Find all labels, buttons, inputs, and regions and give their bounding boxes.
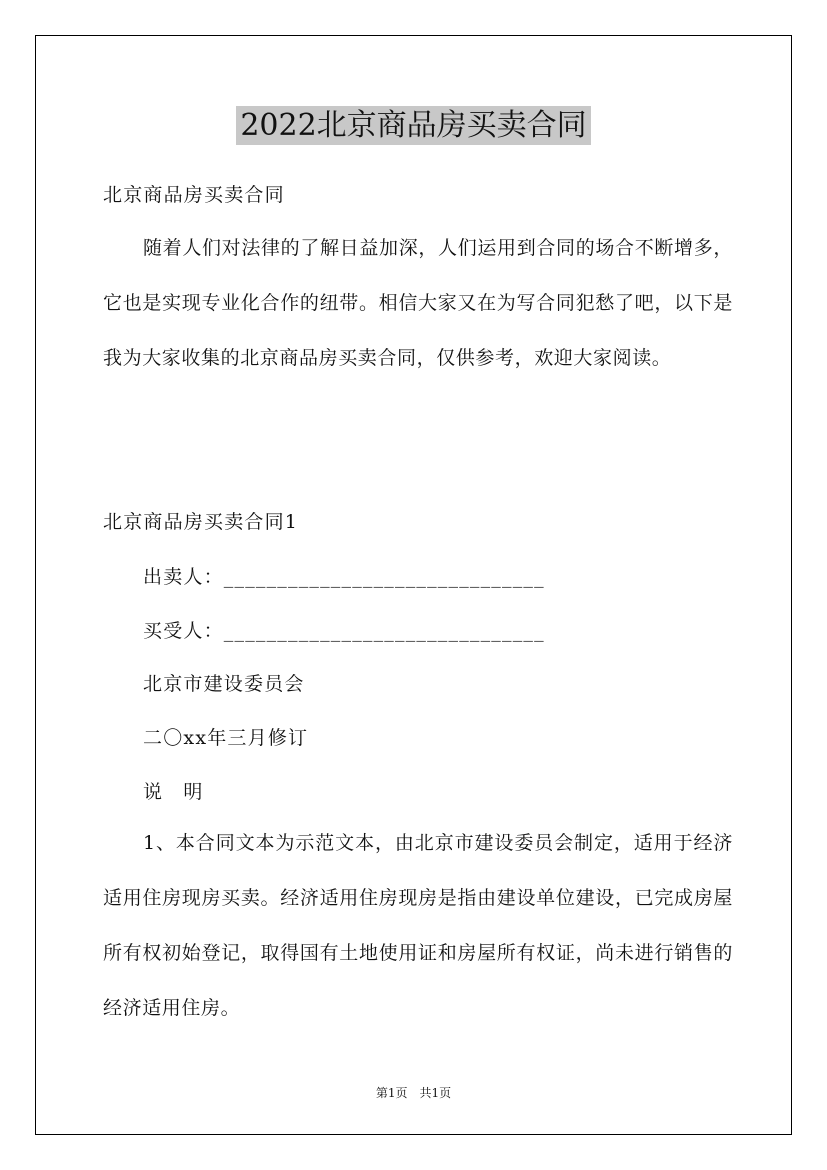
note-1-paragraph: 1、本合同文本为示范文本，由北京市建设委员会制定，适用于经济适用住房现房买卖。经济适用住房现房是指由建设单位建设，已完成房屋所有权初始登记，取得国有土地使用证和房屋所有权证，尚未进行销售的经济适用住房。 xyxy=(103,832,733,1019)
notes-heading: 说 明 xyxy=(143,781,204,803)
committee-name: 北京市建设委员会 xyxy=(143,673,305,695)
section-heading: 北京商品房买卖合同1 xyxy=(103,511,299,533)
buyer-field: 买受人：______________________________ xyxy=(143,620,545,642)
document-title: 2022北京商品房买卖合同 xyxy=(236,106,590,145)
page-footer: 第1页 共1页 xyxy=(375,1086,452,1100)
seller-field: 出卖人：______________________________ xyxy=(143,566,545,588)
intro-paragraph: 随着人们对法律的了解日益加深，人们运用到合同的场合不断增多，它也是实现专业化合作的纽带。相信大家又在为写合同犯愁了吧，以下是我为大家收集的北京商品房买卖合同，仅供参考，欢迎大家阅读。 xyxy=(103,237,733,369)
revision-date: 二〇xx年三月修订 xyxy=(143,727,309,749)
document-title-block xyxy=(0,100,827,144)
subtitle: 北京商品房买卖合同 xyxy=(103,184,285,206)
